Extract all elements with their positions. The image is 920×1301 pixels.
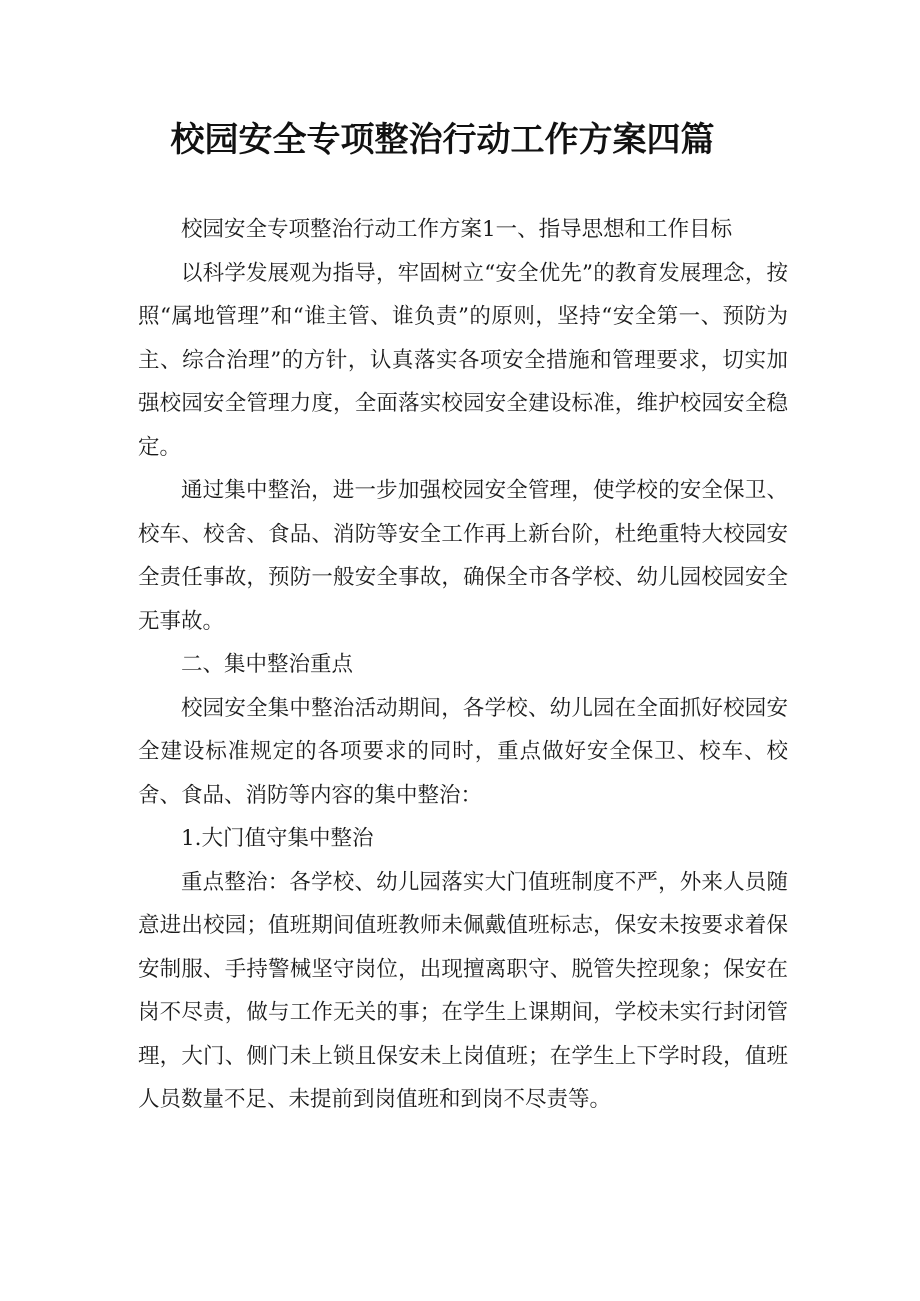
paragraph-guiding-ideology: 以科学发展观为指导，牢固树立“安全优先”的教育发展理念，按照“属地管理”和“谁主管、谁负责”的原则，坚持“安全第一、预防为主、综合治理”的方针，认真落实各项安全措施和管理要求，切实加强校园安全管理力度，全面落实校园安全建设标准，维护校园安全稳定。 <box>138 260 788 460</box>
paragraph-gate-duty: 重点整治：各学校、幼儿园落实大门值班制度不严，外来人员随意进出校园；值班期间值班教师未佩戴值班标志，保安未按要求着保安制服、手持警械坚守岗位，出现擅离职守、脱管失控现象；保安在岗不尽责，做与工作无关的事；在学生上课期间，学校未实行封闭管理，大门、侧门未上锁且保安未上岗值班；在学生上下学时段，值班人员数量不足、未提前到岗值班和到岗不尽责等。 <box>138 869 788 1112</box>
document-title: 校园安全专项整治行动工作方案四篇 <box>170 120 715 160</box>
section-heading-key-points: 二、集中整治重点 <box>181 652 354 677</box>
paragraph-intro-heading: 校园安全专项整治行动工作方案1一、指导思想和工作目标 <box>181 217 733 242</box>
paragraph-work-goal: 通过集中整治，进一步加强校园安全管理，使学校的安全保卫、校车、校舍、食品、消防等安全工作再上新台阶，杜绝重特大校园安全责任事故，预防一般安全事故，确保全市各学校、幼儿园校园安全无事故。 <box>138 478 788 634</box>
document-body <box>138 208 788 1122</box>
paragraph-key-points: 校园安全集中整治活动期间，各学校、幼儿园在全面抓好校园安全建设标准规定的各项要求的同时，重点做好安全保卫、校车、校舍、食品、消防等内容的集中整治： <box>138 695 788 808</box>
subsection-heading-gate-duty: 1.大门值守集中整治 <box>181 826 374 851</box>
